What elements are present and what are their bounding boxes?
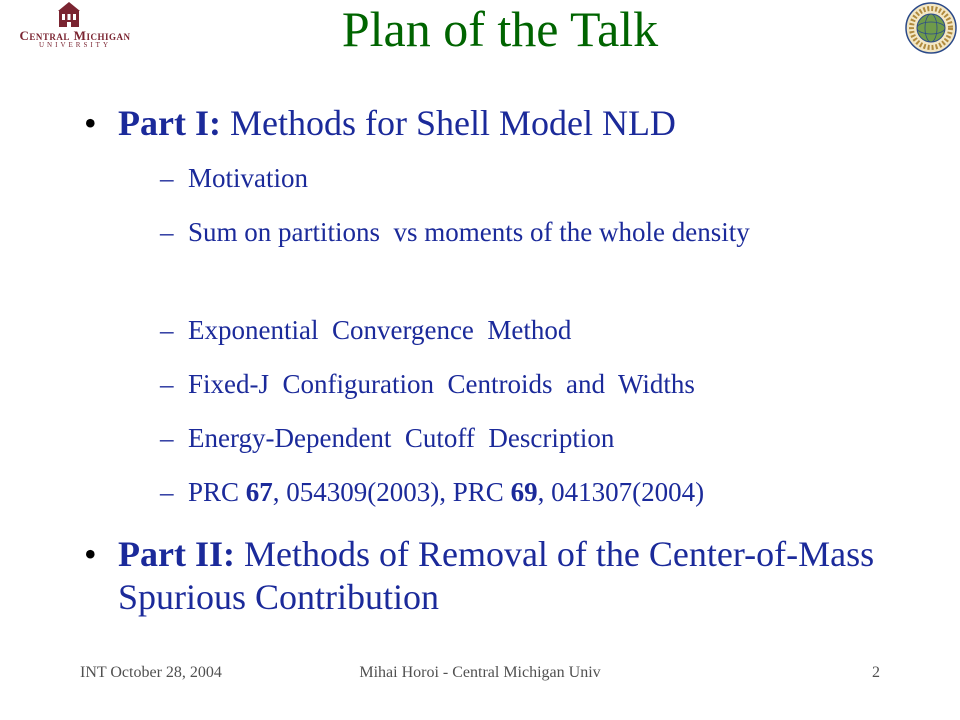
part-1-text: Methods for Shell Model NLD bbox=[229, 103, 676, 143]
part-1-label: Part I: bbox=[118, 103, 221, 143]
logo-subtitle: UNIVERSITY bbox=[39, 41, 111, 49]
dash-icon: – bbox=[160, 217, 174, 247]
dash-icon: – bbox=[160, 477, 174, 507]
nsf-logo-icon bbox=[905, 2, 957, 54]
part-2-label: Part II: bbox=[118, 534, 235, 574]
building-icon bbox=[58, 2, 80, 28]
bullet-icon: • bbox=[84, 103, 97, 143]
ref-volume-67: 67 bbox=[245, 477, 273, 507]
dash-icon: – bbox=[160, 423, 174, 453]
sub-item-text: Exponential Convergence Method bbox=[188, 315, 572, 345]
reference-text bbox=[188, 475, 868, 509]
ref-middle: , 054309(2003), PRC bbox=[272, 477, 511, 507]
dash-icon: – bbox=[160, 163, 174, 193]
dash-icon: – bbox=[160, 315, 174, 345]
logo-name: Central Michigan bbox=[19, 28, 131, 43]
slide-title: Plan of the Talk bbox=[341, 1, 659, 57]
footer-author: Mihai Horoi - Central Michigan Univ bbox=[359, 664, 601, 681]
bullet-icon: • bbox=[84, 534, 97, 574]
ref-suffix: , 041307(2004) bbox=[537, 477, 705, 507]
sub-item-text: Fixed-J Configuration Centroids and Widths bbox=[188, 369, 695, 399]
ref-volume-69: 69 bbox=[510, 477, 538, 507]
page-number: 2 bbox=[872, 664, 880, 681]
central-michigan-logo bbox=[0, 0, 150, 50]
footer-date: INT October 28, 2004 bbox=[80, 664, 222, 681]
dash-icon: – bbox=[160, 369, 174, 399]
sub-item-text: Energy-Dependent Cutoff Description bbox=[188, 423, 615, 453]
part-2-text: Methods of Removal of the Center-of-Mass Spurious Contribution bbox=[118, 534, 875, 617]
sub-item-text: Motivation bbox=[188, 163, 308, 193]
sub-item-text: Sum on partitions vs moments of the whole density bbox=[188, 217, 750, 247]
ref-prefix: PRC bbox=[188, 477, 246, 507]
